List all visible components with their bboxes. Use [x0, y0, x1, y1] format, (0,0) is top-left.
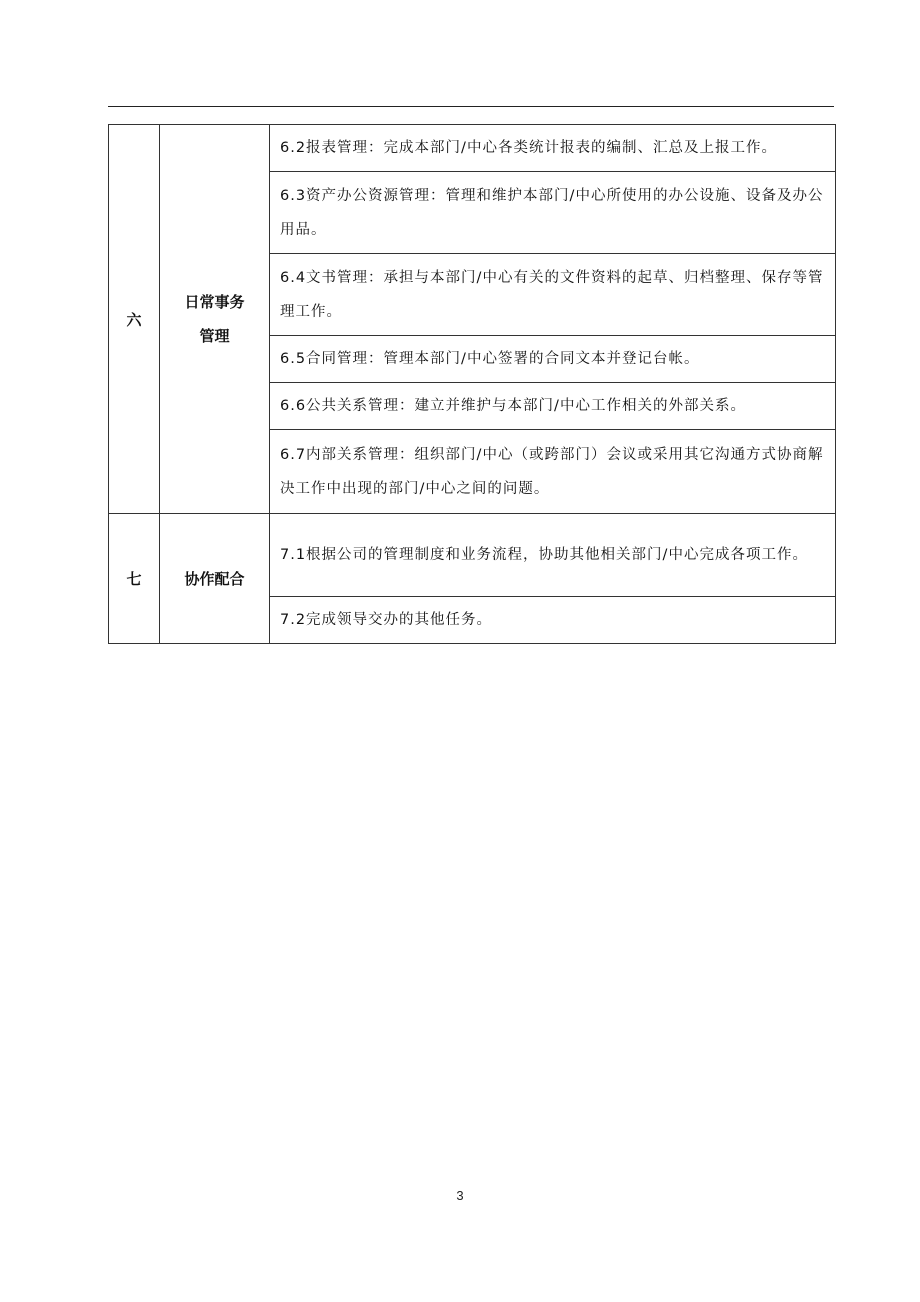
duty-item: 7.2完成领导交办的其他任务。 [270, 597, 836, 644]
section-category [160, 514, 270, 644]
duty-item: 6.6公共关系管理：建立并维护与本部门/中心工作相关的外部关系。 [270, 383, 836, 430]
table-row [109, 125, 836, 172]
category-line: 管理 [199, 327, 230, 345]
duty-item: 6.5合同管理：管理本部门/中心签署的合同文本并登记台帐。 [270, 336, 836, 383]
section-number: 六 [109, 125, 160, 514]
table-row [109, 514, 836, 597]
header-rule [108, 106, 834, 107]
page-number: 3 [456, 1188, 464, 1203]
duty-item: 6.4文书管理：承担与本部门/中心有关的文件资料的起草、归档整理、保存等管理工作。 [270, 254, 836, 336]
section-category [160, 125, 270, 514]
category-line: 日常事务 [184, 293, 245, 311]
duty-item: 6.7内部关系管理：组织部门/中心（或跨部门）会议或采用其它沟通方式协商解决工作中出现的部门/中心之间的问题。 [270, 430, 836, 514]
duty-item: 6.2报表管理：完成本部门/中心各类统计报表的编制、汇总及上报工作。 [270, 125, 836, 172]
section-number: 七 [109, 514, 160, 644]
duty-item: 7.1根据公司的管理制度和业务流程，协助其他相关部门/中心完成各项工作。 [270, 514, 836, 597]
category-line: 协作配合 [184, 569, 245, 588]
duty-item: 6.3资产办公资源管理：管理和维护本部门/中心所使用的办公设施、设备及办公用品。 [270, 172, 836, 254]
duty-table [108, 124, 836, 644]
